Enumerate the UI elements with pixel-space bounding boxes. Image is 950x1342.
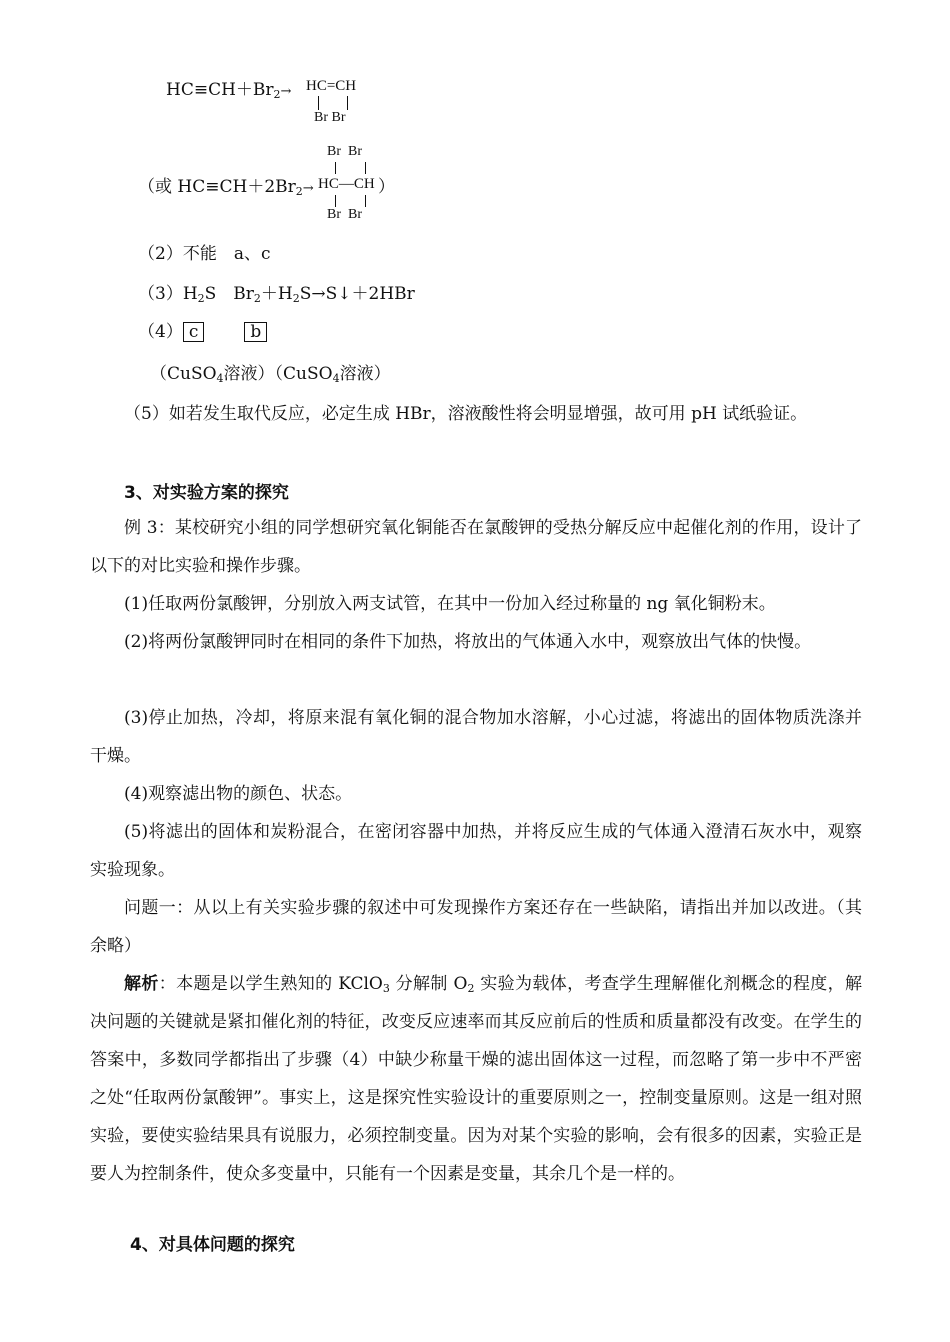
- struct1-top: HC=CH: [306, 78, 357, 94]
- step-2: (2)将两份氯酸钾同时在相同的条件下加热，将放出的气体通入水中，观察放出气体的快慢。: [124, 632, 812, 652]
- section-4-heading: 4、对具体问题的探究: [130, 1235, 295, 1255]
- answer-3: $(3)H_2S$ $Br_2+H_2S\to S↓+2HBr$: [138, 284, 415, 305]
- eq2-open: （或 HC≡CH＋2Br: [138, 177, 296, 197]
- bond-left: [318, 96, 319, 110]
- question-1: 问题一：从以上有关实验步骤的叙述中可发现操作方案还存在一些缺陷，请指出并加以改进。（其余略）: [90, 898, 862, 956]
- section-3-heading: 3、对实验方案的探究: [124, 483, 289, 503]
- step-5: (5)将滤出的固体和炭粉混合，在密闭容器中加热，并将反应生成的气体通入澄清石灰水中，观察实验现象。: [90, 822, 862, 880]
- bond-bottom-right: [365, 195, 366, 207]
- boxed-c: c: [183, 322, 205, 342]
- eq1-left: HC≡CH＋Br: [166, 80, 274, 100]
- equation-2: （或 $HC\equiv CH+2Br_2\to$: [138, 177, 314, 198]
- bond-bottom-left: [335, 195, 336, 207]
- bond-top-left: [335, 162, 336, 174]
- answer-2: （2）不能 a、c: [138, 244, 271, 264]
- bond-top-right: [365, 162, 366, 174]
- eq1-arrow: →: [280, 84, 292, 99]
- step-4: (4)观察滤出物的颜色、状态。: [124, 784, 353, 804]
- step-3: (3)停止加热，冷却，将原来混有氧化铜的混合物加水溶解，小心过滤，将滤出的固体物质洗涤并干燥。: [90, 708, 862, 766]
- dibromoethene-structure: [306, 78, 376, 128]
- answer-4-solutions: （CuSO$_4$溶液）（CuSO$_4$溶液）: [150, 364, 391, 385]
- analysis: 解析：本题是以学生熟知的 KClO$_3$ 分解制 $O_2$ 实验为载体，考查学生理解催化剂概念的程度，解决问题的关键就是紧扣催化剂的特征，改变反应速率而其反应前后的性质和质量都没有改变。在学生的答案中，多数同学都指出了步骤（4）中缺少称量干燥的滤出固体这一过程，而忽略了第一步中不严密之处“任取两份氯酸钾”。事实上，这是探究性实验设计的重要原则之一，控制变量原则。这是一组对照实验，要使实验结果具有说服力，必须控制变量。因为对某个实验的影响，会有很多的因素，实验正是要人为控制条件，使众多变量中，只能有一个因素是变量，其余几个是一样的。: [90, 974, 863, 1184]
- bond-right: [347, 96, 348, 110]
- struct1-bottom: Br Br: [314, 110, 346, 125]
- analysis-label: 解析: [124, 974, 159, 994]
- struct2-middle: HC—CH: [318, 176, 375, 192]
- example-3: 例 3：某校研究小组的同学想研究氧化铜能否在氯酸钾的受热分解反应中起催化剂的作用，设计了以下的对比实验和操作步骤。: [90, 518, 862, 576]
- equation-1: $HC\equiv CH+Br_2\to$: [166, 80, 292, 101]
- boxed-b: b: [244, 322, 267, 342]
- eq2-close: ）: [378, 177, 395, 197]
- step-1: (1)任取两份氯酸钾，分别放入两支试管，在其中一份加入经过称量的 ng 氧化铜粉末。: [124, 594, 776, 614]
- struct2-bottom-br: Br Br: [327, 207, 362, 222]
- answer-4: （4） c b: [138, 322, 267, 342]
- eq2-arrow: →: [302, 181, 314, 196]
- answer-5: （5）如若发生取代反应，必定生成 HBr，溶液酸性将会明显增强，故可用 pH 试纸验证。: [124, 404, 808, 424]
- struct2-top-br: Br Br: [327, 144, 362, 159]
